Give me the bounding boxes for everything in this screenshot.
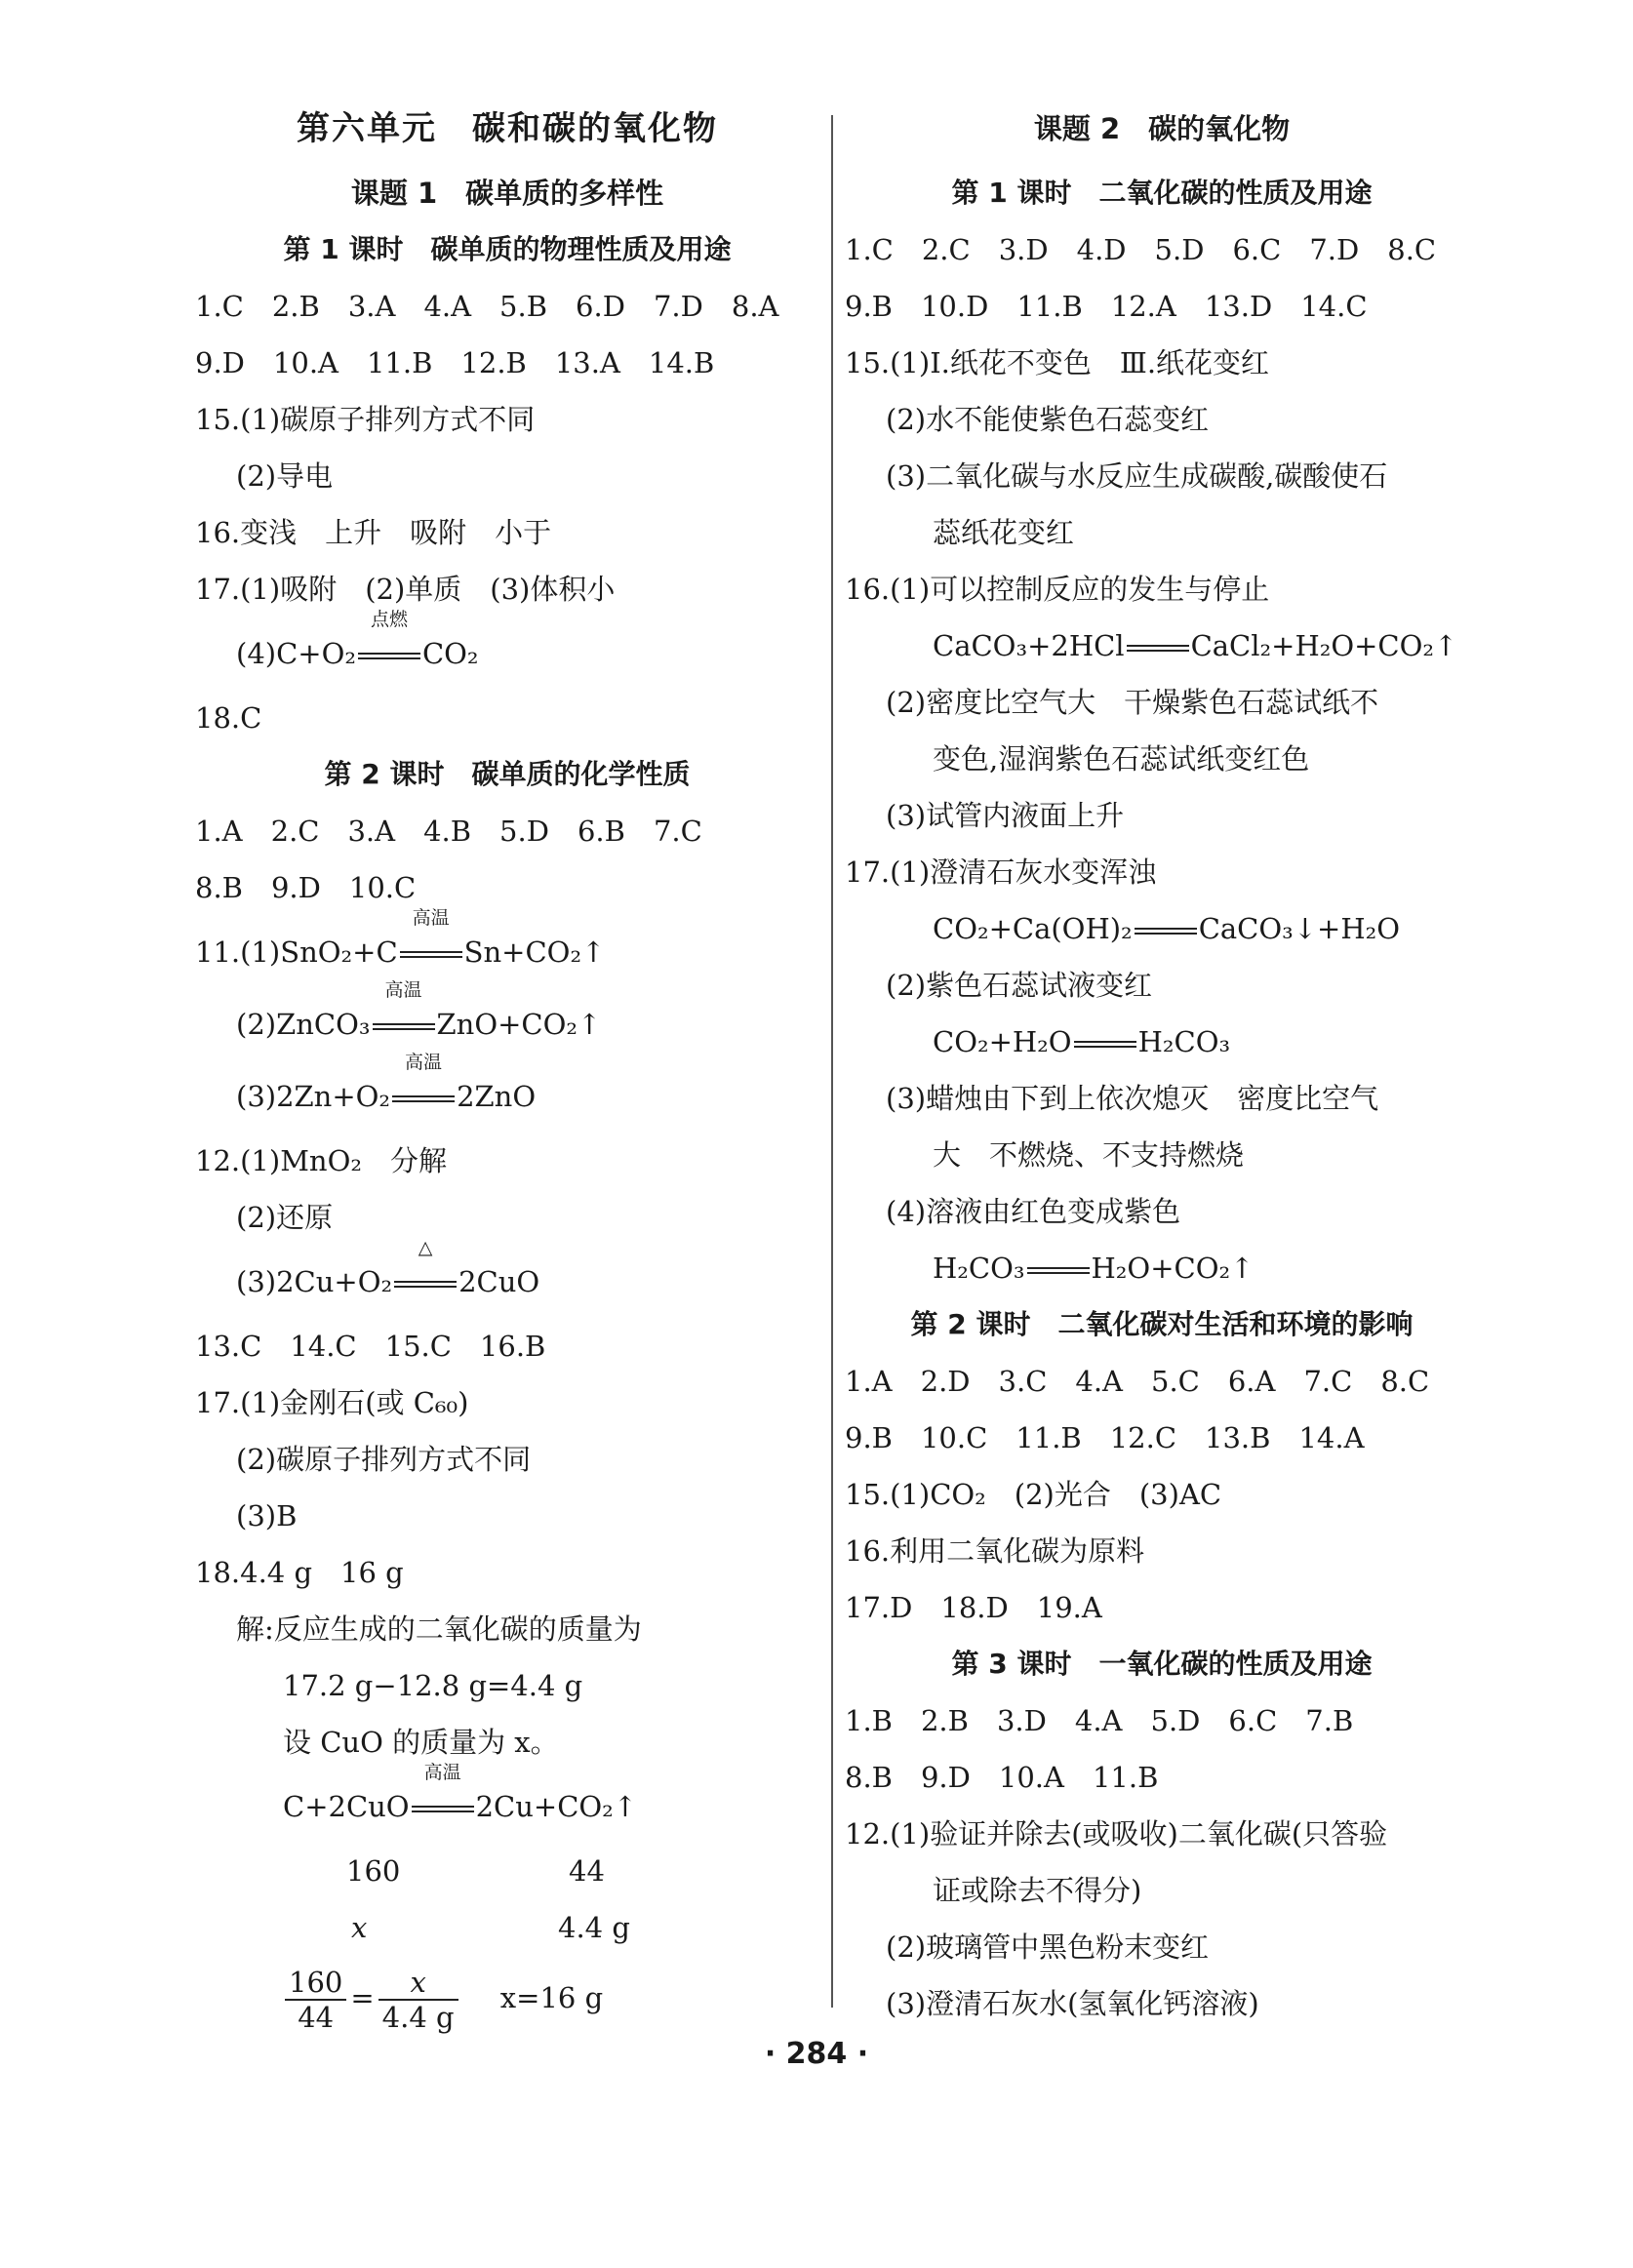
equation-left: (4)C+O₂ [236,637,356,670]
equation-line [845,617,1479,674]
equation-left: CaCO₃+2HCl [933,629,1125,662]
answer-row: 13.C 14.C 15.C 16.B [195,1330,546,1363]
answer-line: (2)玻璃管中黑色粉末变红 [886,1930,1210,1964]
answer-line: (3)B [236,1499,298,1532]
answer-line: 12.(1)验证并除去(或吸收)二氧化碳(只答验 [845,1817,1388,1850]
equation-line [195,1762,819,1843]
equation-left: (3)2Zn+O₂ [236,1080,391,1113]
mass-cuo: 160 [346,1854,401,1888]
equation-right: 2CuO [458,1265,540,1298]
equation-line [195,1237,819,1318]
right-column [845,93,1479,2032]
equation-line [195,609,819,690]
answer-line: 17.(1)吸附 (2)单质 (3)体积小 [195,573,616,606]
answer-row: 9.D 10.A 11.B 12.B 13.A 14.B [195,346,715,379]
mass-co2: 44 [569,1854,605,1888]
answer-line: 15.(1)CO₂ (2)光合 (3)AC [845,1478,1222,1511]
equation-left: C+2CuO [283,1790,410,1823]
equation-right: H₂CO₃ [1137,1025,1231,1058]
fraction-left: $\frac{160}{44}$ [285,1966,346,2034]
answer-row: 8.B 9.D 10.A 11.B [845,1761,1159,1794]
equation-line [195,979,819,1060]
answer-row: 8.B 9.D 10.C [195,871,417,904]
answer-line: 蕊纸花变红 [933,516,1075,549]
equation-left: 11.(1)SnO₂+C [195,935,398,969]
answer-line: (3)试管内液面上升 [886,799,1125,832]
proportion-line: $\frac{160}{44}$ = $\frac{x}{4.4 g}$ x=16 g [195,1956,819,2040]
lesson-title: 第 2 课时 二氧化碳对生活和环境的影响 [910,1308,1414,1340]
lesson-title: 第 1 课时 碳单质的物理性质及用途 [283,233,732,265]
answer-line: (2)碳原子排列方式不同 [236,1443,532,1476]
equation-right: 2Cu+CO₂↑ [475,1790,638,1823]
answer-line: (4)溶液由红色变成紫色 [886,1195,1181,1228]
lesson-title: 第 3 课时 一氧化碳的性质及用途 [951,1648,1373,1680]
equation-right: H₂O+CO₂↑ [1091,1252,1255,1285]
answer-row: 1.B 2.B 3.D 4.A 5.D 6.C 7.B [845,1704,1354,1737]
reaction-condition: △ [392,1246,458,1318]
topic-title: 课题 2 碳的氧化物 [1033,112,1291,145]
topic-title: 课题 1 碳单质的多样性 [350,177,664,210]
equation-right: CaCO₃↓+H₂O [1198,912,1401,945]
equals-sign [1135,928,1197,935]
equation-line [845,900,1479,957]
equation-left: CO₂+H₂O [933,1025,1072,1058]
answer-line: 16.(1)可以控制反应的发生与停止 [845,573,1270,606]
answer-line: (2)密度比空气大 干燥紫色石蕊试纸不 [886,686,1379,719]
lesson-title: 第 2 课时 碳单质的化学性质 [324,758,691,790]
equation-left: (2)ZnCO₃ [236,1008,371,1041]
answer-row: 1.A 2.C 3.A 4.B 5.D 6.B 7.C [195,815,702,848]
answer-line: (3)蜡烛由下到上依次熄灭 密度比空气 [886,1082,1379,1115]
unknown-row [195,1899,819,1956]
answer-line: 16.变浅 上升 吸附 小于 [195,516,552,549]
answer-row: 1.C 2.B 3.A 4.A 5.B 6.D 7.D 8.A [195,290,779,323]
answer-line: 17.(1)金刚石(或 C₆₀) [195,1386,469,1419]
known-mass: 4.4 g [558,1911,630,1944]
reaction-condition: 高温 [410,1771,476,1843]
equation-right: Sn+CO₂↑ [463,935,606,969]
answer-line: (3)二氧化碳与水反应生成碳酸,碳酸使石 [886,459,1388,493]
answer-line: 18.4.4 g 16 g [195,1556,404,1589]
answer-line: 15.(1)碳原子排列方式不同 [195,403,536,436]
answer-line: (2)导电 [236,459,334,493]
lesson-title: 第 1 课时 二氧化碳的性质及用途 [951,177,1373,209]
equation-line [845,1014,1479,1070]
answer-line: 12.(1)MnO₂ 分解 [195,1144,447,1177]
equation-right: 2ZnO [457,1080,537,1113]
equals-sign [1027,1267,1090,1274]
answer-line: 证或除去不得分) [933,1874,1142,1907]
equation-line [845,1240,1479,1296]
equation-line [195,907,819,988]
answer-line: 15.(1)Ⅰ.纸花不变色 Ⅲ.纸花变红 [845,346,1270,379]
answer-row: 9.B 10.C 11.B 12.C 13.B 14.A [845,1421,1365,1454]
answer-row: 9.B 10.D 11.B 12.A 13.D 14.C [845,290,1368,323]
answer-line: 17.(1)澄清石灰水变浑浊 [845,855,1157,889]
unknown-x: x [351,1911,368,1944]
answer-line: 大 不燃烧、不支持燃烧 [933,1138,1245,1172]
equation-right: CaCl₂+H₂O+CO₂↑ [1190,629,1458,662]
column-divider [831,115,833,2008]
reaction-condition: 高温 [371,988,437,1060]
answer-line: 变色,湿润紫色石蕊试纸变红色 [933,742,1310,776]
answer-line: 18.C [195,701,262,735]
reaction-condition: 高温 [390,1060,457,1133]
equals-sign [1074,1041,1136,1048]
answer-line: (3)澄清石灰水(氢氧化钙溶液) [886,1987,1259,2020]
page-number: · 284 · [764,2037,869,2071]
answer-row: 17.D 18.D 19.A [845,1591,1102,1624]
answer-line: (2)水不能使紫色石蕊变红 [886,403,1210,436]
equation-right: ZnO+CO₂↑ [436,1008,602,1041]
answer-line: 16.利用二氧化碳为原料 [845,1534,1145,1568]
equation-line [195,1052,819,1133]
reaction-condition: 点燃 [356,617,422,690]
solution-line: 解:反应生成的二氧化碳的质量为 [236,1612,642,1646]
solution-line: 17.2 g−12.8 g=4.4 g [283,1669,583,1702]
equation-left: H₂CO₃ [933,1252,1025,1285]
solution-line: 设 CuO 的质量为 x。 [283,1726,559,1759]
fraction-right: $\frac{x}{4.4 g}$ [378,1966,458,2034]
equals-sign [1127,645,1189,652]
equation-right: CO₂ [421,637,479,670]
answer-line: (2)还原 [236,1201,334,1234]
solution-result: x=16 g [499,1981,604,2014]
answer-row: 1.A 2.D 3.C 4.A 5.C 6.A 7.C 8.C [845,1365,1430,1398]
left-column [195,93,819,2040]
equation-left: (3)2Cu+O₂ [236,1265,393,1298]
molar-mass-row [195,1843,819,1899]
answer-row: 1.C 2.C 3.D 4.D 5.D 6.C 7.D 8.C [845,233,1437,266]
answer-line: (2)紫色石蕊试液变红 [886,969,1153,1002]
unit-title: 第六单元 碳和碳的氧化物 [297,109,718,148]
equation-left: CO₂+Ca(OH)₂ [933,912,1133,945]
reaction-condition: 高温 [398,916,464,988]
